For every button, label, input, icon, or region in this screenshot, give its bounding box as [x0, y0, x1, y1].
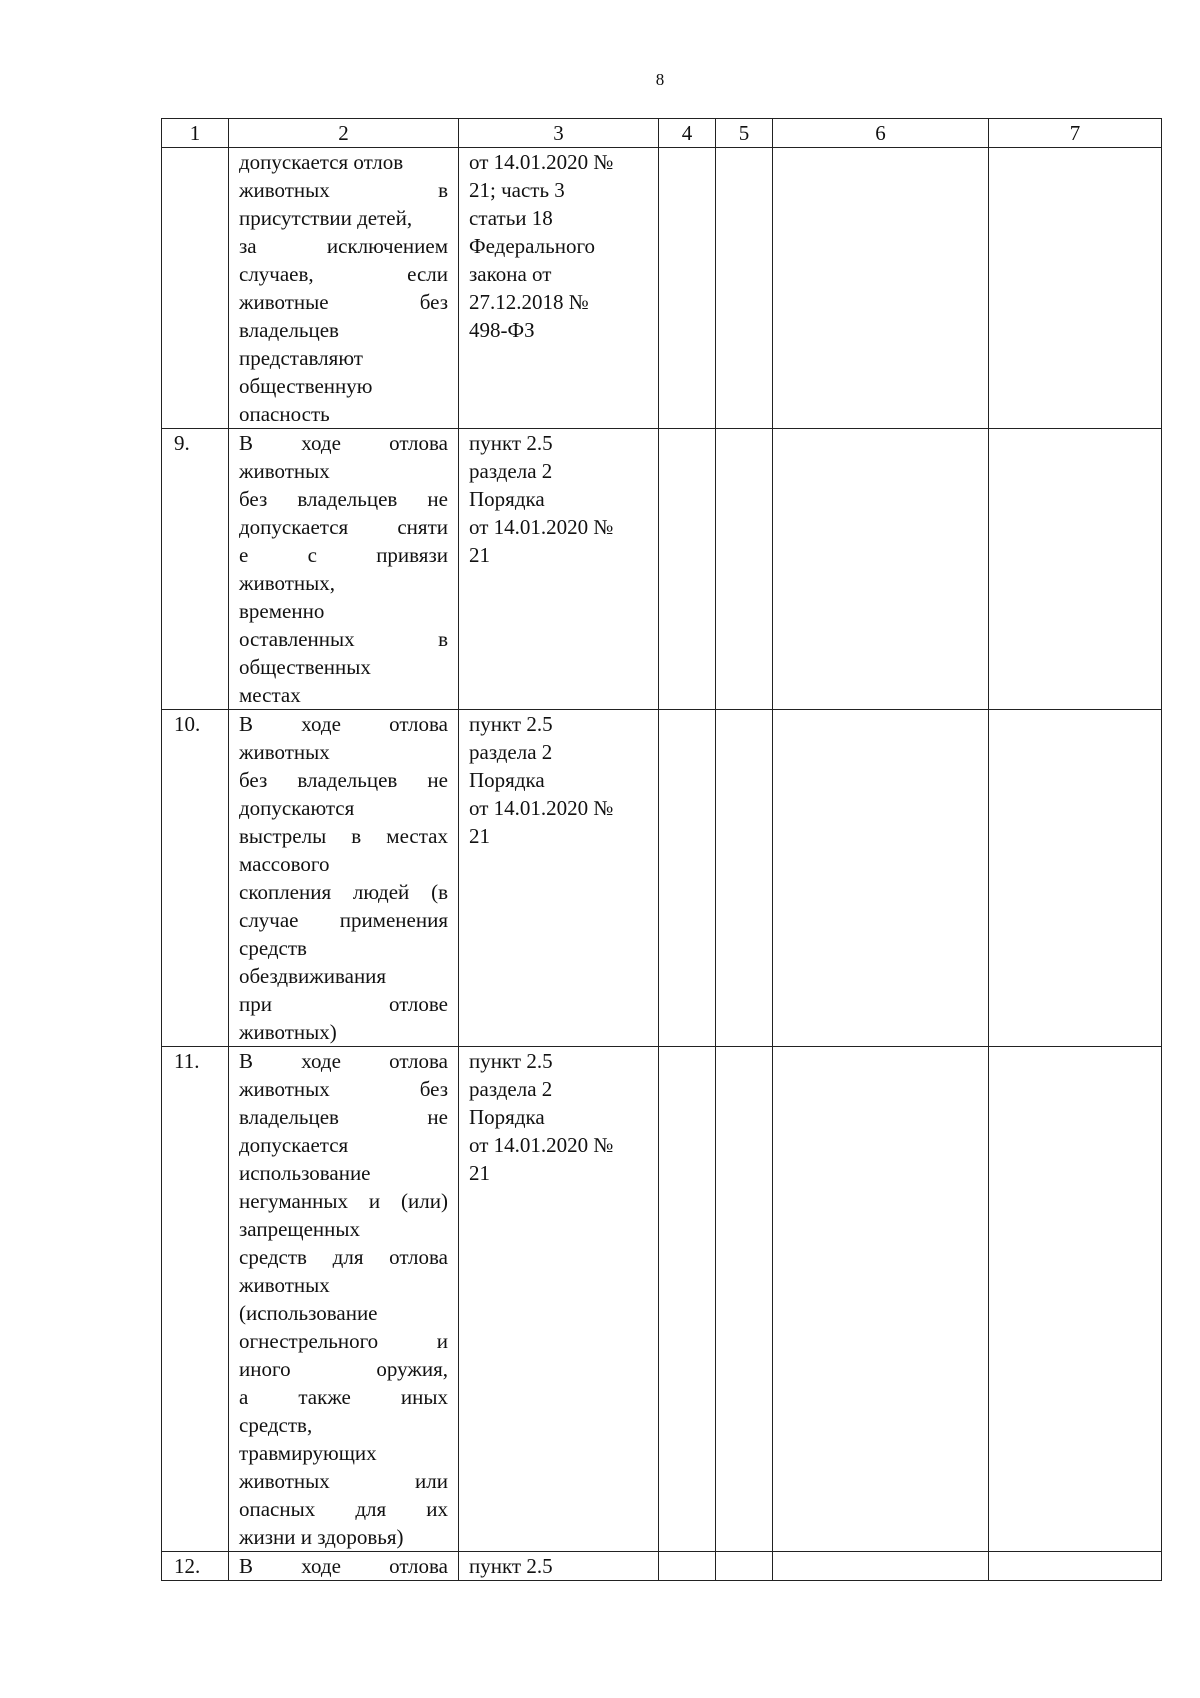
requirement-line: животных в — [239, 178, 448, 202]
reference-line: 21; часть 3 — [469, 178, 565, 202]
requirement-line: при отлове — [239, 992, 448, 1016]
requirement-line: массового — [239, 852, 330, 876]
table-row — [162, 429, 1162, 710]
cell-col7 — [989, 710, 1162, 1047]
header-cell-5: 5 — [716, 119, 773, 148]
requirement-line: местах — [239, 683, 301, 707]
row-number: 10. — [162, 710, 229, 1047]
requirement-line: животных — [239, 740, 330, 764]
reference-line: Порядка — [469, 768, 545, 792]
reference-line: пункт 2.5 — [469, 1049, 553, 1073]
table-row — [162, 710, 1162, 1047]
requirement-line: выстрелы в местах — [239, 824, 448, 848]
requirement-line: В ходе отлова — [239, 1049, 448, 1073]
table-row — [162, 148, 1162, 429]
table-body — [162, 148, 1162, 1581]
legal-reference — [459, 1552, 659, 1581]
requirement-line: травмирующих — [239, 1441, 377, 1465]
legal-reference — [459, 148, 659, 429]
reference-line: 21 — [469, 1161, 490, 1185]
requirement-line: обездвиживания — [239, 964, 387, 988]
cell-col6 — [773, 1552, 989, 1581]
header-cell-4: 4 — [659, 119, 716, 148]
requirement-text — [229, 429, 459, 710]
requirement-line: животных — [239, 459, 330, 483]
requirements-table — [161, 118, 1162, 1581]
requirement-line: допускается отлов — [239, 150, 404, 174]
requirement-text — [229, 1552, 459, 1581]
reference-line: 21 — [469, 824, 490, 848]
reference-line: закона от — [469, 262, 552, 286]
requirement-text — [229, 148, 459, 429]
header-row — [162, 119, 1162, 148]
requirement-line: допускается сняти — [239, 515, 448, 539]
requirement-line: животных без — [239, 1077, 448, 1101]
requirement-line: В ходе отлова — [239, 1554, 448, 1578]
header-cell-6: 6 — [773, 119, 989, 148]
cell-col7 — [989, 1552, 1162, 1581]
row-number: 11. — [162, 1047, 229, 1552]
header-cell-7: 7 — [989, 119, 1162, 148]
cell-col4 — [659, 710, 716, 1047]
cell-col6 — [773, 148, 989, 429]
requirement-line: огнестрельного и — [239, 1329, 448, 1353]
reference-line: от 14.01.2020 № — [469, 796, 614, 820]
cell-col7 — [989, 429, 1162, 710]
requirement-line: животных или — [239, 1469, 448, 1493]
requirement-text — [229, 710, 459, 1047]
reference-line: Порядка — [469, 487, 545, 511]
requirement-line: средств для отлова — [239, 1245, 448, 1269]
requirement-line: средств, — [239, 1413, 313, 1437]
requirement-line: а также иных — [239, 1385, 448, 1409]
cell-col5 — [716, 710, 773, 1047]
requirement-line: (использование — [239, 1301, 378, 1325]
requirement-line: животных, — [239, 571, 336, 595]
cell-col5 — [716, 429, 773, 710]
requirement-line: присутствии детей, — [239, 206, 413, 230]
reference-line: пункт 2.5 — [469, 431, 553, 455]
reference-line: 27.12.2018 № — [469, 290, 589, 314]
row-number — [162, 148, 229, 429]
header-cell-3: 3 — [459, 119, 659, 148]
requirement-line: е с привязи — [239, 543, 448, 567]
reference-line: от 14.01.2020 № — [469, 515, 614, 539]
reference-line: Порядка — [469, 1105, 545, 1129]
requirement-line: опасность — [239, 402, 330, 426]
requirement-line: негуманных и (или) — [239, 1189, 448, 1213]
requirement-line: без владельцев не — [239, 487, 448, 511]
requirement-line: за исключением — [239, 234, 448, 258]
reference-line: пункт 2.5 — [469, 712, 553, 736]
requirement-text — [229, 1047, 459, 1552]
row-number: 9. — [162, 429, 229, 710]
cell-col6 — [773, 710, 989, 1047]
requirement-line: без владельцев не — [239, 768, 448, 792]
row-number: 12. — [162, 1552, 229, 1581]
requirement-line: случаев, если — [239, 262, 448, 286]
requirement-line: временно — [239, 599, 325, 623]
requirement-line: скопления людей (в — [239, 880, 448, 904]
reference-line: раздела 2 — [469, 740, 553, 764]
requirement-line: допускаются — [239, 796, 355, 820]
requirement-line: животных) — [239, 1020, 337, 1044]
cell-col4 — [659, 148, 716, 429]
requirement-line: владельцев — [239, 318, 339, 342]
requirement-line: представляют — [239, 346, 363, 370]
requirement-line: запрещенных — [239, 1217, 360, 1241]
cell-col4 — [659, 429, 716, 710]
cell-col6 — [773, 429, 989, 710]
cell-col5 — [716, 1047, 773, 1552]
reference-line: 498-ФЗ — [469, 318, 535, 342]
requirement-line: иного оружия, — [239, 1357, 448, 1381]
requirement-line: животных — [239, 1273, 330, 1297]
requirement-line: общественных — [239, 655, 371, 679]
requirement-line: владельцев не — [239, 1105, 448, 1129]
reference-line: пункт 2.5 — [469, 1554, 553, 1578]
legal-reference — [459, 710, 659, 1047]
table-row — [162, 1047, 1162, 1552]
legal-reference — [459, 429, 659, 710]
requirement-line: животные без — [239, 290, 448, 314]
reference-line: раздела 2 — [469, 459, 553, 483]
requirement-line: случае применения — [239, 908, 448, 932]
requirement-line: жизни и здоровья) — [239, 1525, 404, 1549]
reference-line: от 14.01.2020 № — [469, 1133, 614, 1157]
cell-col5 — [716, 148, 773, 429]
reference-line: статьи 18 — [469, 206, 553, 230]
cell-col4 — [659, 1552, 716, 1581]
cell-col6 — [773, 1047, 989, 1552]
requirement-line: общественную — [239, 374, 373, 398]
legal-reference — [459, 1047, 659, 1552]
requirement-line: опасных для их — [239, 1497, 448, 1521]
cell-col5 — [716, 1552, 773, 1581]
cell-col4 — [659, 1047, 716, 1552]
header-cell-1: 1 — [162, 119, 229, 148]
requirement-line: использование — [239, 1161, 371, 1185]
header-cell-2: 2 — [229, 119, 459, 148]
reference-line: Федерального — [469, 234, 596, 258]
reference-line: 21 — [469, 543, 490, 567]
requirement-line: В ходе отлова — [239, 431, 448, 455]
reference-line: раздела 2 — [469, 1077, 553, 1101]
reference-line: от 14.01.2020 № — [469, 150, 614, 174]
requirement-line: средств — [239, 936, 307, 960]
cell-col7 — [989, 148, 1162, 429]
requirement-line: допускается — [239, 1133, 349, 1157]
page-number: 8 — [655, 70, 665, 89]
requirement-line: В ходе отлова — [239, 712, 448, 736]
table-row — [162, 1552, 1162, 1581]
requirement-line: оставленных в — [239, 627, 448, 651]
cell-col7 — [989, 1047, 1162, 1552]
